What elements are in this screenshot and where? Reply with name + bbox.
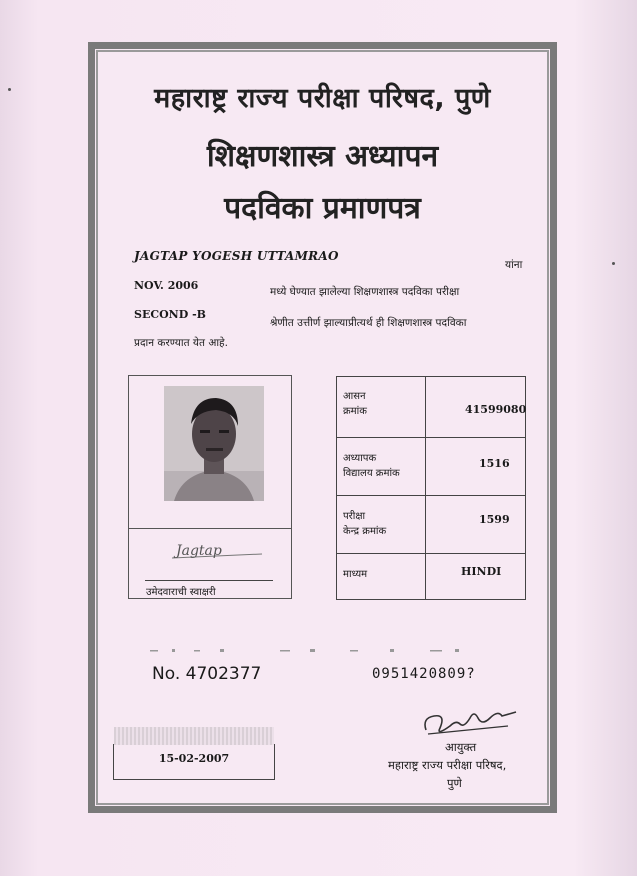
college-number-label: अध्यापक विद्यालय क्रमांक — [343, 453, 400, 479]
candidate-photo — [164, 386, 264, 501]
table-column-divider — [425, 377, 426, 599]
college-number-value: 1516 — [479, 457, 510, 470]
details-table — [336, 376, 526, 600]
exam-session: NOV. 2006 — [134, 279, 199, 292]
issue-date: 15-02-2007 — [158, 752, 230, 765]
photo-divider — [129, 528, 291, 529]
speck — [612, 262, 615, 265]
authority-line-1: महाराष्ट्र राज्य परीक्षा परिषद, — [388, 758, 507, 772]
centre-number-label: परीक्षा केन्द्र क्रमांक — [343, 511, 387, 537]
board-title: महाराष्ट्र राज्य परीक्षा परिषद, पुणे — [154, 83, 491, 114]
table-row-divider — [337, 553, 525, 554]
certificate-title: पदविका प्रमाणपत्र — [224, 191, 421, 226]
seat-number-label: आसन क्रमांक — [343, 391, 367, 417]
table-row-divider — [337, 437, 525, 438]
serial-number: 0951420809? — [372, 666, 476, 682]
authority-signature-icon — [420, 700, 520, 740]
medium-value: HINDI — [461, 565, 502, 578]
speck — [8, 88, 11, 91]
signature-icon — [168, 540, 266, 568]
authority-title: आयुक्त — [445, 740, 477, 754]
medium-label: माध्यम — [343, 569, 368, 580]
centre-number-value: 1599 — [479, 513, 510, 526]
course-title: शिक्षणशास्त्र अध्यापन — [206, 139, 439, 174]
session-text: मध्ये घेण्यात झालेल्या शिक्षणशास्त्र पदविका परीक्षा — [270, 286, 460, 298]
class-grade: SECOND -B — [134, 308, 206, 321]
closing-text: प्रदान करण्यात येत आहे. — [134, 337, 228, 349]
person-photo-icon — [164, 386, 264, 501]
authority-line-2: पुणे — [447, 776, 462, 790]
to-suffix: यांना — [505, 259, 523, 271]
candidate-name: JAGTAP YOGESH UTTAMRAO — [134, 249, 339, 263]
candidate-signature — [168, 540, 266, 568]
signature-line — [145, 580, 273, 581]
class-text: श्रेणीत उत्तीर्ण झाल्याप्रीत्यर्थ ही शिक्षणशास्त्र पदविका — [270, 317, 467, 329]
seat-number-value: 41599080 — [465, 403, 527, 416]
certificate-number: No. 4702377 — [152, 664, 262, 684]
signature-caption: उमेदवाराची स्वाक्षरी — [146, 587, 216, 598]
faint-marks — [150, 646, 470, 656]
signature-text: Jagtap — [176, 543, 222, 559]
table-row-divider — [337, 495, 525, 496]
